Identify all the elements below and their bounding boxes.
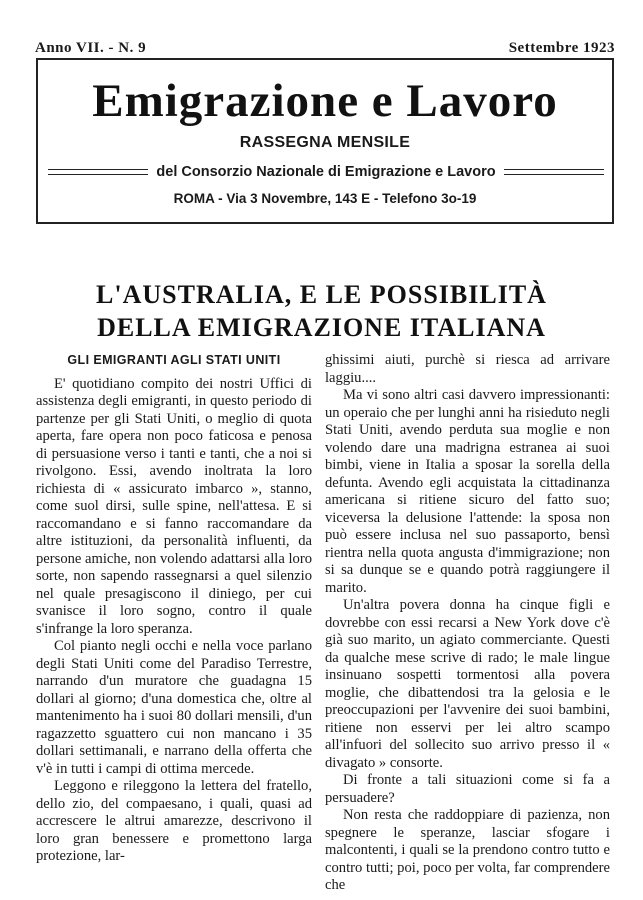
issue-date: Settembre 1923 — [508, 40, 615, 56]
masthead — [36, 58, 614, 224]
paragraph: Col pianto negli occhi e nella voce parlano degli Stati Uniti come del Paradiso Terrestre, narrando d'un muratore che guadagna 15 dollari al giorno; d'una domestica che, oltre al mantenimento ha i suoi 80 dollari mensili, d'un ragazzetto sguattero cui non mancano i 35 dollari settimanali, e narrano della offerta che v'è in tutti i campi di ottima mercede. — [36, 638, 312, 777]
journal-title: Emigrazione e Lavoro — [92, 75, 558, 127]
left-column — [36, 352, 312, 866]
headline-line-1: L'AUSTRALIA, E LE POSSIBILITÀ — [96, 280, 547, 309]
issue-number: Anno VII. - N. 9 — [35, 40, 147, 56]
paragraph: E' quotidiano compito dei nostri Uffici di assistenza degli emigranti, in questo periodo di partenze per gli Stati Uniti, o meglio di quota aperta, fare opera non poco faticosa e penosa di persuasione verso i tanti e tanti, che a noi si rivolgono. Essi, avendo inoltrata la loro richiesta di « assicurato imbarco », stanno, come suol dirsi, sulle spine, nell'attesa. E si raccomandano e si fanno raccomandare da altre istituzioni, da personalità influenti, da persone amiche, non volendo adattarsi alla loro sorte, non sapendo rassegnarsi a quel silenzio nel quale presagiscono il diniego, per cui svanisce il loro sogno, contro il quale s'infrange la loro speranza. — [36, 375, 312, 637]
left-rule — [48, 169, 148, 175]
right-rule — [504, 169, 604, 175]
consortium-line — [48, 162, 604, 182]
paragraph-continuation: ghissimi aiuti, purchè si riesca ad arrivare laggiu.... — [325, 352, 610, 386]
address-line: ROMA - Via 3 Novembre, 143 E - Telefono 3o-19 — [173, 191, 477, 206]
paragraph: Ma vi sono altri casi davvero impressionanti: un operaio che per lunghi anni ha risieduto negli Stati Uniti, avendo perduta sua moglie e non volendo dare una madrigna estranea ai suoi bimbi, viene in Italia a sposar la sorella della defunta. Avendo egli acquistata la cittadinanza americana si ritiene sicuro del fatto suo; viceversa la delusione l'attende: la sposa non può essere inclusa nel suo passaporto, bensì rientra nella quota angusta d'immigrazione; non si sa dunque se e quando potrà raggiungere il marito. — [325, 387, 610, 596]
journal-subtitle: RASSEGNA MENSILE — [239, 134, 411, 151]
consortium-text: del Consorzio Nazionale di Emigrazione e Lavoro — [156, 164, 496, 180]
paragraph: Leggono e rileggono la lettera del fratello, dello zio, del compaesano, i quali, quasi ad accrescere le altrui amarezze, descrivono il loro gran benessere e promettono larga protezione, lar- — [36, 778, 312, 864]
issue-line — [35, 40, 615, 60]
headline-line-2: DELLA EMIGRAZIONE ITALIANA — [97, 313, 546, 342]
article-headline — [30, 278, 613, 344]
paragraph: Un'altra povera donna ha cinque figli e dovrebbe con essi recarsi a New York dove c'è già suo marito, un agiato commerciante. Questi da qualche mese scrive di rado; le male lingue insinuano sospetti tormentosi alla povera moglie, che dibattendosi tra la gelosia e le preoccupazioni per l'avvenire dei suoi bambini, ritiene non esservi per lei altro scampo all'infuori del sollecito suo arrivo presso il « divagato » consorte. — [325, 597, 610, 771]
paragraph: Di fronte a tali situazioni come si fa a persuadere? — [325, 772, 610, 806]
section-heading: GLI EMIGRANTI AGLI STATI UNITI — [67, 353, 281, 367]
right-column — [325, 352, 610, 895]
paragraph: Non resta che raddoppiare di pazienza, non spegnere le speranze, lasciar sfogare i malcontenti, i quali se la prendono contro tutto e contro tutti; poi, poco per volta, far comprendere che — [325, 807, 610, 893]
